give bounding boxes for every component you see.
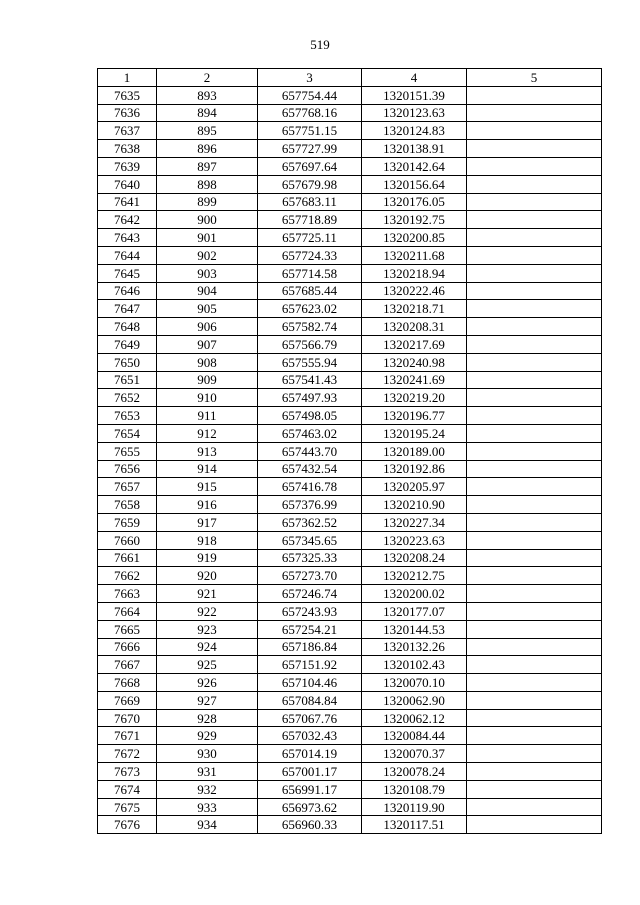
table-cell: 7661 <box>98 549 157 567</box>
table-cell: 7653 <box>98 407 157 425</box>
table-cell: 7663 <box>98 585 157 603</box>
table-row <box>98 674 602 692</box>
column-header: 2 <box>157 69 258 87</box>
table-row <box>98 656 602 674</box>
table-cell <box>467 798 602 816</box>
table-cell: 657751.15 <box>258 122 362 140</box>
table-cell: 922 <box>157 602 258 620</box>
table-cell: 7654 <box>98 424 157 442</box>
table-cell: 1320222.46 <box>362 282 467 300</box>
table-cell: 7664 <box>98 602 157 620</box>
table-cell: 902 <box>157 246 258 264</box>
table-cell <box>467 229 602 247</box>
table-cell <box>467 389 602 407</box>
table-cell: 7648 <box>98 318 157 336</box>
table-cell: 657273.70 <box>258 567 362 585</box>
table-cell: 932 <box>157 780 258 798</box>
table-cell: 1320218.71 <box>362 300 467 318</box>
table-cell: 657246.74 <box>258 585 362 603</box>
table-cell: 7673 <box>98 763 157 781</box>
table-cell: 657067.76 <box>258 709 362 727</box>
table-cell: 7636 <box>98 104 157 122</box>
table-cell: 7671 <box>98 727 157 745</box>
table-cell <box>467 300 602 318</box>
table-cell: 7662 <box>98 567 157 585</box>
table-cell <box>467 691 602 709</box>
table-cell: 657541.43 <box>258 371 362 389</box>
table-cell: 657254.21 <box>258 620 362 638</box>
table-cell: 7646 <box>98 282 157 300</box>
table-cell <box>467 549 602 567</box>
table-cell: 7639 <box>98 157 157 175</box>
table-row <box>98 780 602 798</box>
table-cell: 657714.58 <box>258 264 362 282</box>
table-cell: 657001.17 <box>258 763 362 781</box>
table-row <box>98 513 602 531</box>
table-row <box>98 567 602 585</box>
page-number: 519 <box>310 37 330 52</box>
table-cell: 657362.52 <box>258 513 362 531</box>
table-cell: 909 <box>157 371 258 389</box>
table-row <box>98 798 602 816</box>
table-cell: 918 <box>157 531 258 549</box>
table-row <box>98 620 602 638</box>
table-row <box>98 389 602 407</box>
table-cell: 7652 <box>98 389 157 407</box>
table-cell: 657683.11 <box>258 193 362 211</box>
table-cell: 7655 <box>98 442 157 460</box>
table-row <box>98 638 602 656</box>
table-row <box>98 460 602 478</box>
table-cell: 1320084.44 <box>362 727 467 745</box>
table-cell: 914 <box>157 460 258 478</box>
table-cell: 657032.43 <box>258 727 362 745</box>
table-cell: 657416.78 <box>258 478 362 496</box>
column-header: 5 <box>467 69 602 87</box>
table-row <box>98 763 602 781</box>
table-cell <box>467 674 602 692</box>
table-cell: 1320078.24 <box>362 763 467 781</box>
table-cell: 928 <box>157 709 258 727</box>
table-cell <box>467 282 602 300</box>
table-cell: 7667 <box>98 656 157 674</box>
table-row <box>98 371 602 389</box>
table-cell <box>467 763 602 781</box>
table-cell: 7641 <box>98 193 157 211</box>
table-cell: 919 <box>157 549 258 567</box>
table-cell: 931 <box>157 763 258 781</box>
table-cell <box>467 442 602 460</box>
table-cell: 7669 <box>98 691 157 709</box>
table-cell: 1320151.39 <box>362 86 467 104</box>
table-cell: 898 <box>157 175 258 193</box>
table-cell: 910 <box>157 389 258 407</box>
table-cell: 7644 <box>98 246 157 264</box>
table-row <box>98 122 602 140</box>
table-cell: 656960.33 <box>258 816 362 834</box>
table-cell: 7637 <box>98 122 157 140</box>
table-cell: 1320138.91 <box>362 140 467 158</box>
table-cell <box>467 478 602 496</box>
table-cell: 7658 <box>98 496 157 514</box>
table-cell: 900 <box>157 211 258 229</box>
table-cell <box>467 585 602 603</box>
table-cell: 657727.99 <box>258 140 362 158</box>
table-cell: 657151.92 <box>258 656 362 674</box>
column-header: 1 <box>98 69 157 87</box>
table-cell <box>467 424 602 442</box>
table-cell: 657014.19 <box>258 745 362 763</box>
table-cell: 7650 <box>98 353 157 371</box>
table-cell: 7657 <box>98 478 157 496</box>
table-cell: 657725.11 <box>258 229 362 247</box>
table-cell: 1320200.85 <box>362 229 467 247</box>
table-cell: 657555.94 <box>258 353 362 371</box>
table-cell: 657724.33 <box>258 246 362 264</box>
table-cell <box>467 211 602 229</box>
table-cell: 899 <box>157 193 258 211</box>
table-row <box>98 104 602 122</box>
table-row <box>98 140 602 158</box>
table-row <box>98 442 602 460</box>
table-row <box>98 745 602 763</box>
table-cell: 926 <box>157 674 258 692</box>
table-cell: 656973.62 <box>258 798 362 816</box>
table-cell: 7656 <box>98 460 157 478</box>
table-cell <box>467 602 602 620</box>
table-cell: 7668 <box>98 674 157 692</box>
table-cell <box>467 638 602 656</box>
table-cell <box>467 175 602 193</box>
table-cell: 657566.79 <box>258 335 362 353</box>
table-cell: 1320177.07 <box>362 602 467 620</box>
table-row <box>98 246 602 264</box>
table-cell: 7649 <box>98 335 157 353</box>
table-cell: 906 <box>157 318 258 336</box>
table-cell: 7635 <box>98 86 157 104</box>
table-row <box>98 229 602 247</box>
table-cell: 657623.02 <box>258 300 362 318</box>
table-row <box>98 585 602 603</box>
table-row <box>98 335 602 353</box>
table-row <box>98 727 602 745</box>
table-cell <box>467 745 602 763</box>
table-cell: 911 <box>157 407 258 425</box>
table-cell: 908 <box>157 353 258 371</box>
table-cell <box>467 460 602 478</box>
table-cell: 7660 <box>98 531 157 549</box>
table-cell: 7672 <box>98 745 157 763</box>
table-cell <box>467 531 602 549</box>
table-cell <box>467 140 602 158</box>
table-cell: 1320102.43 <box>362 656 467 674</box>
table-cell: 1320070.37 <box>362 745 467 763</box>
table-cell <box>467 86 602 104</box>
table-cell <box>467 193 602 211</box>
table-cell: 1320176.05 <box>362 193 467 211</box>
table-cell <box>467 353 602 371</box>
table-row <box>98 264 602 282</box>
table-cell: 893 <box>157 86 258 104</box>
table-cell: 1320196.77 <box>362 407 467 425</box>
coordinates-table <box>97 68 602 834</box>
table-cell: 925 <box>157 656 258 674</box>
table-cell: 7659 <box>98 513 157 531</box>
table-cell: 1320218.94 <box>362 264 467 282</box>
table-cell <box>467 104 602 122</box>
table-cell <box>467 264 602 282</box>
table-cell <box>467 157 602 175</box>
table-cell: 905 <box>157 300 258 318</box>
table-cell: 1320156.64 <box>362 175 467 193</box>
table-cell: 657186.84 <box>258 638 362 656</box>
table-row <box>98 282 602 300</box>
table-cell: 1320108.79 <box>362 780 467 798</box>
table-cell: 1320240.98 <box>362 353 467 371</box>
table-cell: 916 <box>157 496 258 514</box>
table-cell: 7675 <box>98 798 157 816</box>
table-cell: 907 <box>157 335 258 353</box>
table-cell: 657679.98 <box>258 175 362 193</box>
table-cell: 657243.93 <box>258 602 362 620</box>
table-cell: 657768.16 <box>258 104 362 122</box>
table-cell: 657718.89 <box>258 211 362 229</box>
table-row <box>98 691 602 709</box>
table-cell: 1320124.83 <box>362 122 467 140</box>
table-body <box>98 86 602 833</box>
table-cell: 934 <box>157 816 258 834</box>
table-cell <box>467 371 602 389</box>
table-row <box>98 193 602 211</box>
table-cell: 1320117.51 <box>362 816 467 834</box>
table-cell: 7640 <box>98 175 157 193</box>
table-row <box>98 353 602 371</box>
table-cell: 7676 <box>98 816 157 834</box>
table-cell <box>467 318 602 336</box>
table-row <box>98 531 602 549</box>
table-row <box>98 816 602 834</box>
table-cell: 1320212.75 <box>362 567 467 585</box>
table-cell: 1320189.00 <box>362 442 467 460</box>
table-cell: 927 <box>157 691 258 709</box>
table-cell: 917 <box>157 513 258 531</box>
table-cell: 7674 <box>98 780 157 798</box>
table-cell: 1320062.12 <box>362 709 467 727</box>
table-cell: 657345.65 <box>258 531 362 549</box>
table-row <box>98 407 602 425</box>
table-cell: 1320208.31 <box>362 318 467 336</box>
table-cell: 1320192.86 <box>362 460 467 478</box>
table-cell: 1320205.97 <box>362 478 467 496</box>
table-cell: 1320241.69 <box>362 371 467 389</box>
table-row <box>98 86 602 104</box>
table-cell: 7643 <box>98 229 157 247</box>
table-cell: 901 <box>157 229 258 247</box>
table-cell: 1320208.24 <box>362 549 467 567</box>
table-cell: 7642 <box>98 211 157 229</box>
table-cell: 1320144.53 <box>362 620 467 638</box>
table-cell: 7665 <box>98 620 157 638</box>
table-cell <box>467 816 602 834</box>
table-cell: 1320219.20 <box>362 389 467 407</box>
table-cell: 895 <box>157 122 258 140</box>
table-cell <box>467 335 602 353</box>
table-cell: 7647 <box>98 300 157 318</box>
table-cell: 657443.70 <box>258 442 362 460</box>
table-cell <box>467 567 602 585</box>
column-header: 3 <box>258 69 362 87</box>
table-cell: 657104.46 <box>258 674 362 692</box>
table-cell: 912 <box>157 424 258 442</box>
table-cell <box>467 122 602 140</box>
table-cell <box>467 656 602 674</box>
table-cell: 1320070.10 <box>362 674 467 692</box>
table-cell: 1320192.75 <box>362 211 467 229</box>
table-cell: 657432.54 <box>258 460 362 478</box>
table-cell <box>467 407 602 425</box>
table-cell: 7666 <box>98 638 157 656</box>
table-cell <box>467 513 602 531</box>
table-cell: 1320200.02 <box>362 585 467 603</box>
table-cell: 929 <box>157 727 258 745</box>
table-cell: 1320142.64 <box>362 157 467 175</box>
table-cell: 7638 <box>98 140 157 158</box>
table-cell: 915 <box>157 478 258 496</box>
table-cell: 657498.05 <box>258 407 362 425</box>
table-cell <box>467 780 602 798</box>
table-cell: 657685.44 <box>258 282 362 300</box>
table-cell: 7651 <box>98 371 157 389</box>
table-cell: 657697.64 <box>258 157 362 175</box>
table-cell: 894 <box>157 104 258 122</box>
table-cell <box>467 246 602 264</box>
table-cell: 657754.44 <box>258 86 362 104</box>
table-row <box>98 300 602 318</box>
table-cell: 913 <box>157 442 258 460</box>
table-cell: 1320227.34 <box>362 513 467 531</box>
table-cell: 920 <box>157 567 258 585</box>
table-cell: 1320217.69 <box>362 335 467 353</box>
table-cell <box>467 727 602 745</box>
table-cell: 657084.84 <box>258 691 362 709</box>
table-cell: 1320210.90 <box>362 496 467 514</box>
table-cell: 923 <box>157 620 258 638</box>
table-cell: 1320119.90 <box>362 798 467 816</box>
table-cell: 1320123.63 <box>362 104 467 122</box>
table-row <box>98 211 602 229</box>
table-cell: 921 <box>157 585 258 603</box>
table-cell: 1320062.90 <box>362 691 467 709</box>
column-header: 4 <box>362 69 467 87</box>
table-cell: 657582.74 <box>258 318 362 336</box>
table-cell: 903 <box>157 264 258 282</box>
table-cell: 1320195.24 <box>362 424 467 442</box>
table-cell: 656991.17 <box>258 780 362 798</box>
table-cell: 897 <box>157 157 258 175</box>
table-cell <box>467 496 602 514</box>
table-row <box>98 709 602 727</box>
table-cell: 930 <box>157 745 258 763</box>
table-row <box>98 157 602 175</box>
table-row <box>98 549 602 567</box>
table-cell: 657325.33 <box>258 549 362 567</box>
table-row <box>98 424 602 442</box>
table-cell: 904 <box>157 282 258 300</box>
table-row <box>98 175 602 193</box>
table-cell <box>467 709 602 727</box>
table-cell: 657463.02 <box>258 424 362 442</box>
table-row <box>98 318 602 336</box>
table-cell: 7645 <box>98 264 157 282</box>
table-row <box>98 478 602 496</box>
table-cell <box>467 620 602 638</box>
table-cell: 7670 <box>98 709 157 727</box>
table-cell: 1320211.68 <box>362 246 467 264</box>
table-cell: 924 <box>157 638 258 656</box>
table-header-row <box>98 69 602 87</box>
table-cell: 933 <box>157 798 258 816</box>
table-row <box>98 602 602 620</box>
table-cell: 657376.99 <box>258 496 362 514</box>
table-cell: 896 <box>157 140 258 158</box>
table-row <box>98 496 602 514</box>
table-cell: 657497.93 <box>258 389 362 407</box>
table-cell: 1320223.63 <box>362 531 467 549</box>
table-cell: 1320132.26 <box>362 638 467 656</box>
